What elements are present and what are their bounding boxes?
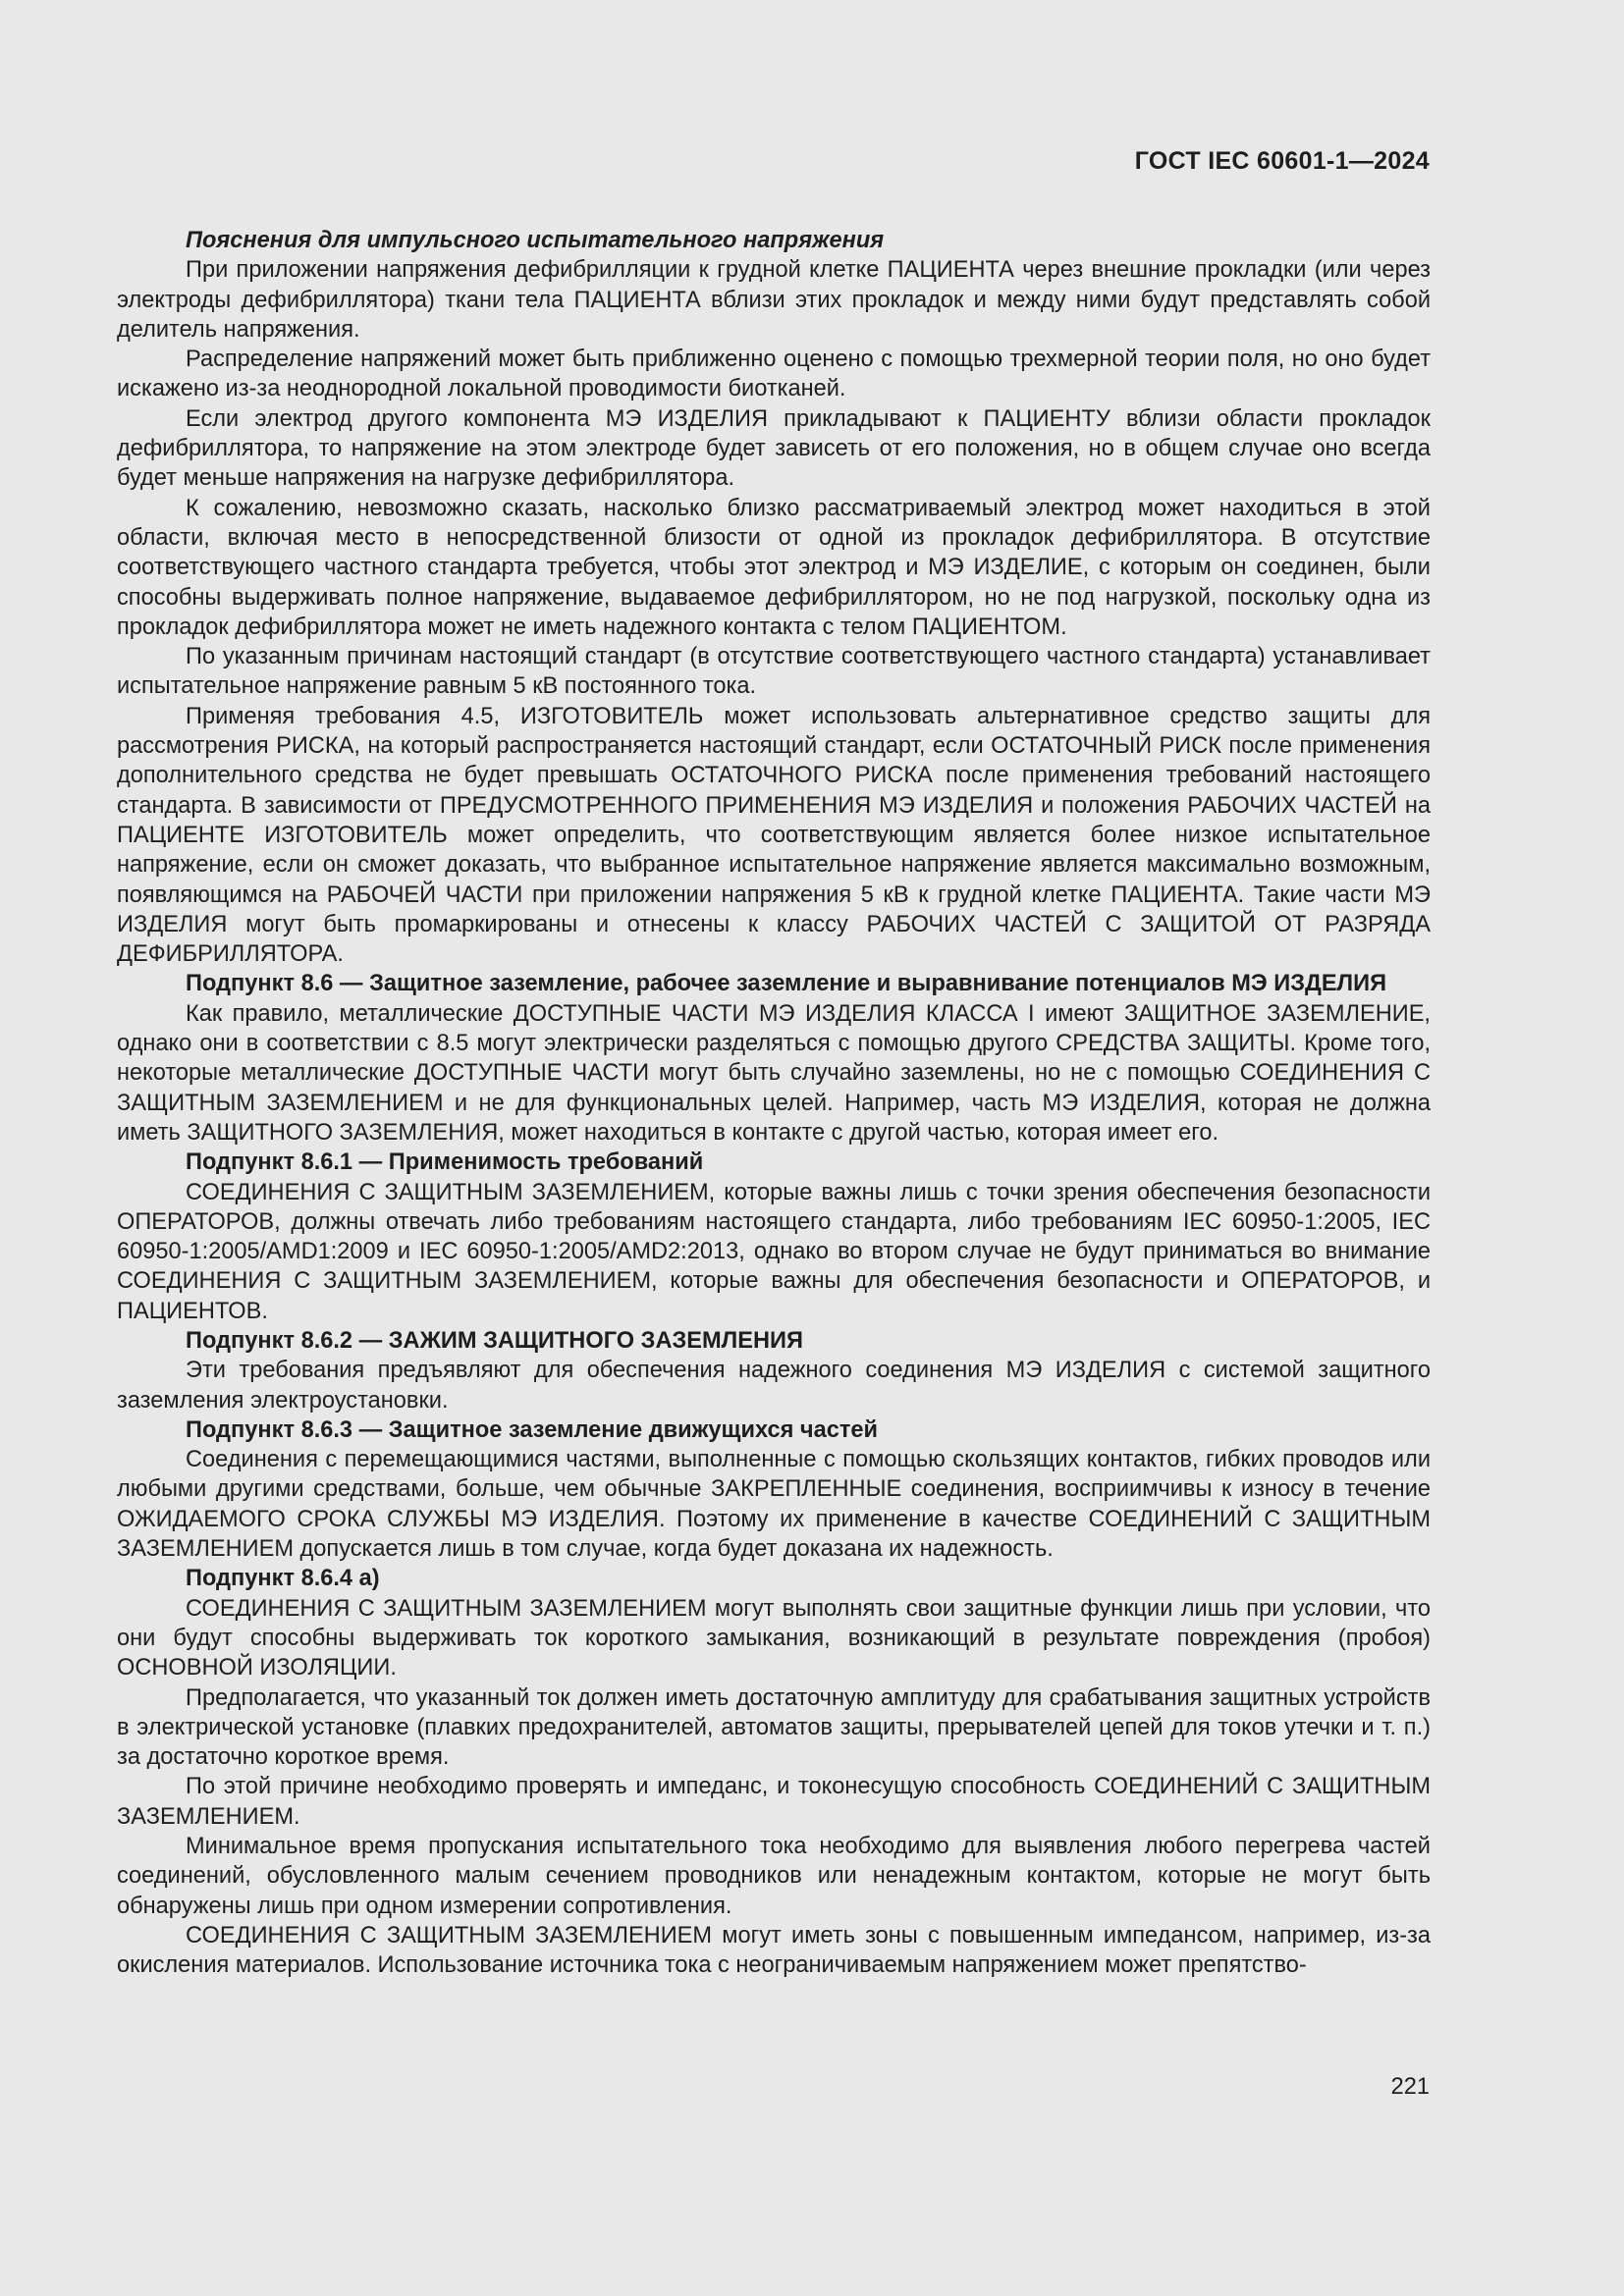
body-paragraph: При приложении напряжения дефибрилляции к грудной клетке ПАЦИЕНТА через внешние прокладки (или через электроды дефибриллятора) ткани тела ПАЦИЕНТА вблизи этих прокладок и между ними будут представлять собой делитель напряжения. [117, 257, 1431, 343]
body-paragraph: Минимальное время пропускания испытательного тока необходимо для выявления любого перегрева частей соединений, обусловленного малым сечением проводников или ненадежным контактом, которые не могут быть обнаружены лишь при одном измерении сопротивления. [117, 1834, 1431, 1919]
body-paragraph: Как правило, металлические ДОСТУПНЫЕ ЧАСТИ МЭ ИЗДЕЛИЯ КЛАССА I имеют ЗАЩИТНОЕ ЗАЗЕМЛЕНИЕ, однако они в соответствии с 8.5 могут электрически разделяться с помощью другого СРЕДСТВА ЗАЩИТЫ. Кроме того, некоторые металлические ДОСТУПНЫЕ ЧАСТИ могут быть случайно заземлены, но не с помощью СОЕДИНЕНИЯ С ЗАЩИТНЫМ ЗАЗЕМЛЕНИЕМ и не для функциональных целей. Например, часть МЭ ИЗДЕЛИЯ, которая не должна иметь ЗАЩИТНОГО ЗАЗЕМЛЕНИЯ, может находиться в контакте с другой частью, которая имеет его. [117, 1000, 1431, 1146]
body-paragraph: Предполагается, что указанный ток должен иметь достаточную амплитуду для срабатывания защитных устройств в электрической установке (плавких предохранителей, автоматов защиты, прерывателей цепей для токов утечки и т. п.) за достаточно короткое время. [117, 1684, 1431, 1771]
document-body [117, 226, 1431, 1981]
body-paragraph: По указанным причинам настоящий стандарт (в отсутствие соответствующего частного стандарта) устанавливает испытательное напряжение равным 5 кВ постоянного тока. [117, 644, 1431, 700]
body-paragraph: СОЕДИНЕНИЯ С ЗАЩИТНЫМ ЗАЗЕМЛЕНИЕМ могут иметь зоны с повышенным импедансом, например, из-за окисления материалов. Использование источника тока с неограничиваемым напряжением может препятство- [117, 1922, 1431, 1979]
document-code-header: ГОСТ IEC 60601-1—2024 [1134, 147, 1430, 175]
section-heading: Подпункт 8.6.3 — Защитное заземление движущихся частей [186, 1416, 879, 1443]
body-paragraph: По этой причине необходимо проверять и импеданс, и токонесущую способность СОЕДИНЕНИЙ С ЗАЩИТНЫМ ЗАЗЕМЛЕНИЕМ. [117, 1774, 1431, 1830]
page-number: 221 [1390, 2074, 1430, 2100]
section-heading: Подпункт 8.6 — Защитное заземление, рабочее заземление и выравнивание потенциалов МЭ ИЗДЕЛИЯ [186, 971, 1387, 997]
section-heading: Пояснения для импульсного испытательного напряжения [186, 228, 885, 253]
body-paragraph: СОЕДИНЕНИЯ С ЗАЩИТНЫМ ЗАЗЕМЛЕНИЕМ могут выполнять свои защитные функции лишь при условии, что они будут способны выдерживать ток короткого замыкания, возникающий в результате повреждения (пробоя) ОСНОВНОЙ ИЗОЛЯЦИИ. [117, 1595, 1431, 1682]
section-heading: Подпункт 8.6.1 — Применимость требований [186, 1149, 704, 1176]
body-paragraph: Распределение напряжений может быть приближенно оценено с помощью трехмерной теории поля, но оно будет искажено из-за неоднородной локальной проводимости биотканей. [117, 347, 1431, 402]
section-heading: Подпункт 8.6.4 a) [186, 1566, 380, 1592]
body-paragraph: Эти требования предъявляют для обеспечения надежного соединения МЭ ИЗДЕЛИЯ с системой защитного заземления электроустановки. [117, 1358, 1431, 1414]
body-paragraph: К сожалению, невозможно сказать, насколько близко рассматриваемый электрод может находиться в этой области, включая место в непосредственной близости от одной из прокладок дефибриллятора. В отсутствие соответствующего частного стандарта требуется, чтобы этот электрод и МЭ ИЗДЕЛИЕ, с которым он соединен, были способны выдерживать полное напряжение, выдаваемое дефибриллятором, но не под нагрузкой, поскольку одна из прокладок дефибриллятора может не иметь надежного контакта с телом ПАЦИЕНТОМ. [117, 495, 1431, 640]
body-paragraph: Если электрод другого компонента МЭ ИЗДЕЛИЯ прикладывают к ПАЦИЕНТУ вблизи области прокладок дефибриллятора, то напряжение на этом электроде будет зависеть от его положения, но в общем случае оно всегда будет меньше напряжения на нагрузке дефибриллятора. [117, 405, 1431, 492]
body-paragraph: Применяя требования 4.5, ИЗГОТОВИТЕЛЬ может использовать альтернативное средство защиты для рассмотрения РИСКА, на который распространяется настоящий стандарт, если ОСТАТОЧНЫЙ РИСК после применения дополнительного средства не будет превышать ОСТАТОЧНОГО РИСКА после применения требований настоящего стандарта. В зависимости от ПРЕДУСМОТРЕННОГО ПРИМЕНЕНИЯ МЭ ИЗДЕЛИЯ и положения РАБОЧИХ ЧАСТЕЙ на ПАЦИЕНТЕ ИЗГОТОВИТЕЛЬ может определить, что соответствующим является более низкое испытательное напряжение, если он сможет доказать, что выбранное испытательное напряжение является максимально возможным, появляющимся на РАБОЧЕЙ ЧАСТИ при приложении напряжения 5 кВ к грудной клетке ПАЦИЕНТА. Такие части МЭ ИЗДЕЛИЯ могут быть промаркированы и отнесены к классу РАБОЧИХ ЧАСТЕЙ С ЗАЩИТОЙ ОТ РАЗРЯДА ДЕФИБРИЛЛЯТОРА. [117, 703, 1431, 968]
body-paragraph: СОЕДИНЕНИЯ С ЗАЩИТНЫМ ЗАЗЕМЛЕНИЕМ, которые важны лишь с точки зрения обеспечения безопасности ОПЕРАТОРОВ, должны отвечать либо требованиям настоящего стандарта, либо требованиям IEC 60950-1:2005, IEC 60950-1:2005/AMD1:2009 и IEC 60950-1:2005/AMD2:2013, однако во втором случае не будут приниматься во внимание СОЕДИНЕНИЯ С ЗАЩИТНЫМ ЗАЗЕМЛЕНИЕМ, которые важны для обеспечения безопасности и ОПЕРАТОРОВ, и ПАЦИЕНТОВ. [117, 1179, 1431, 1324]
body-paragraph: Соединения с перемещающимися частями, выполненные с помощью скользящих контактов, гибких проводов или любыми другими средствами, больше, чем обычные ЗАКРЕПЛЕННЫЕ соединения, восприимчивы к износу в течение ОЖИДАЕМОГО СРОКА СЛУЖБЫ МЭ ИЗДЕЛИЯ. Поэтому их применение в качестве СОЕДИНЕНИЙ С ЗАЩИТНЫМ ЗАЗЕМЛЕНИЕМ допускается лишь в том случае, когда будет доказана их надежность. [117, 1447, 1431, 1563]
section-heading: Подпункт 8.6.2 — ЗАЖИМ ЗАЩИТНОГО ЗАЗЕМЛЕНИЯ [186, 1327, 803, 1354]
